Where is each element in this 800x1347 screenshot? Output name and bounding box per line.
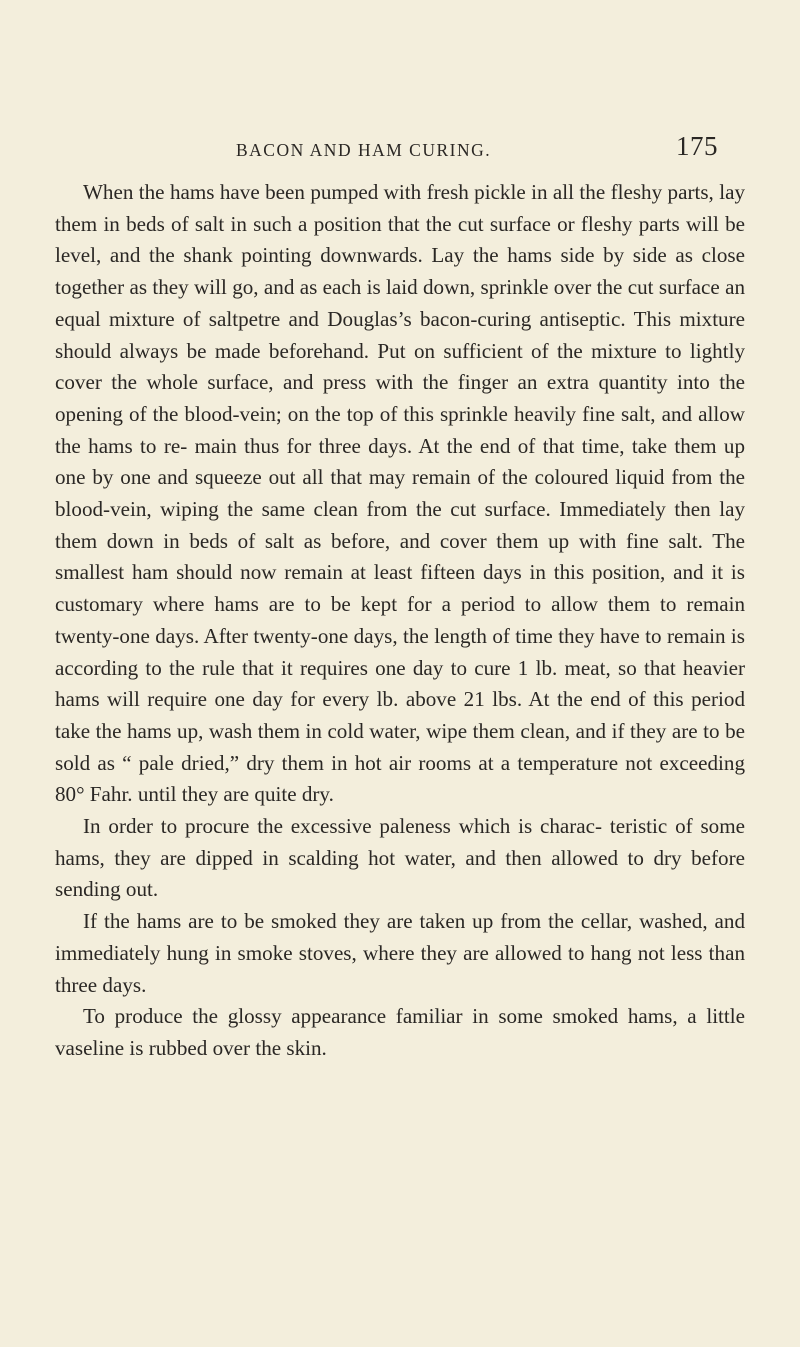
paragraph-paleness: In order to procure the excessive paleness which is charac- teristic of some hams, they are dipped in scalding hot water, and then allowed to dry before sending out. [55, 814, 745, 902]
running-title: BACON AND HAM CURING. [236, 140, 492, 160]
paragraph-pumping-and-salting: When the hams have been pumped with fresh pickle in all the fleshy parts, lay them in beds of salt in such a position that the cut surface or fleshy parts will be level, and the shank pointing downwards. Lay the hams side by side as close together as they will go, and as each is laid down, sprinkle over the cut surface an equal mixture of saltpetre and Douglas’s bacon-curing antiseptic. This mixture should always be made beforehand. Put on sufficient of the mixture to lightly cover the whole surface, and press with the finger an extra quantity into the opening of the blood-vein; on the top of this sprinkle heavily fine salt, and allow the hams to re- main thus for three days. At the end of that time, take them up one by one and squeeze out all that may remain of the coloured liquid from the blood-vein, wiping the same clean from the cut surface. Immediately then lay them down in beds of salt as before, and cover them up with fine salt. The smallest ham should now remain at least fifteen days in this position, and it is customary where hams are to be kept for a period to allow them to remain twenty-one days. After twenty-one days, the length of time they have to remain is according to the rule that it requires one day to cure 1 lb. meat, so that heavier hams will require one day for every lb. above 21 lbs. At the end of this period take the hams up, wash them in cold water, wipe them clean, and if they are to be sold as “ pale dried,” dry them in hot air rooms at a temperature not exceeding 80° Fahr. until they are quite dry. [55, 180, 745, 807]
page-number: 175 [676, 131, 718, 161]
paragraph-smoking: If the hams are to be smoked they are taken up from the cellar, washed, and immediately hung in smoke stoves, where they are allowed to hang not less than three days. [55, 909, 745, 997]
paragraph-glossy-appearance: To produce the glossy appearance familiar in some smoked hams, a little vaseline is rubbed over the skin. [55, 1004, 745, 1060]
body-text [55, 177, 745, 1065]
